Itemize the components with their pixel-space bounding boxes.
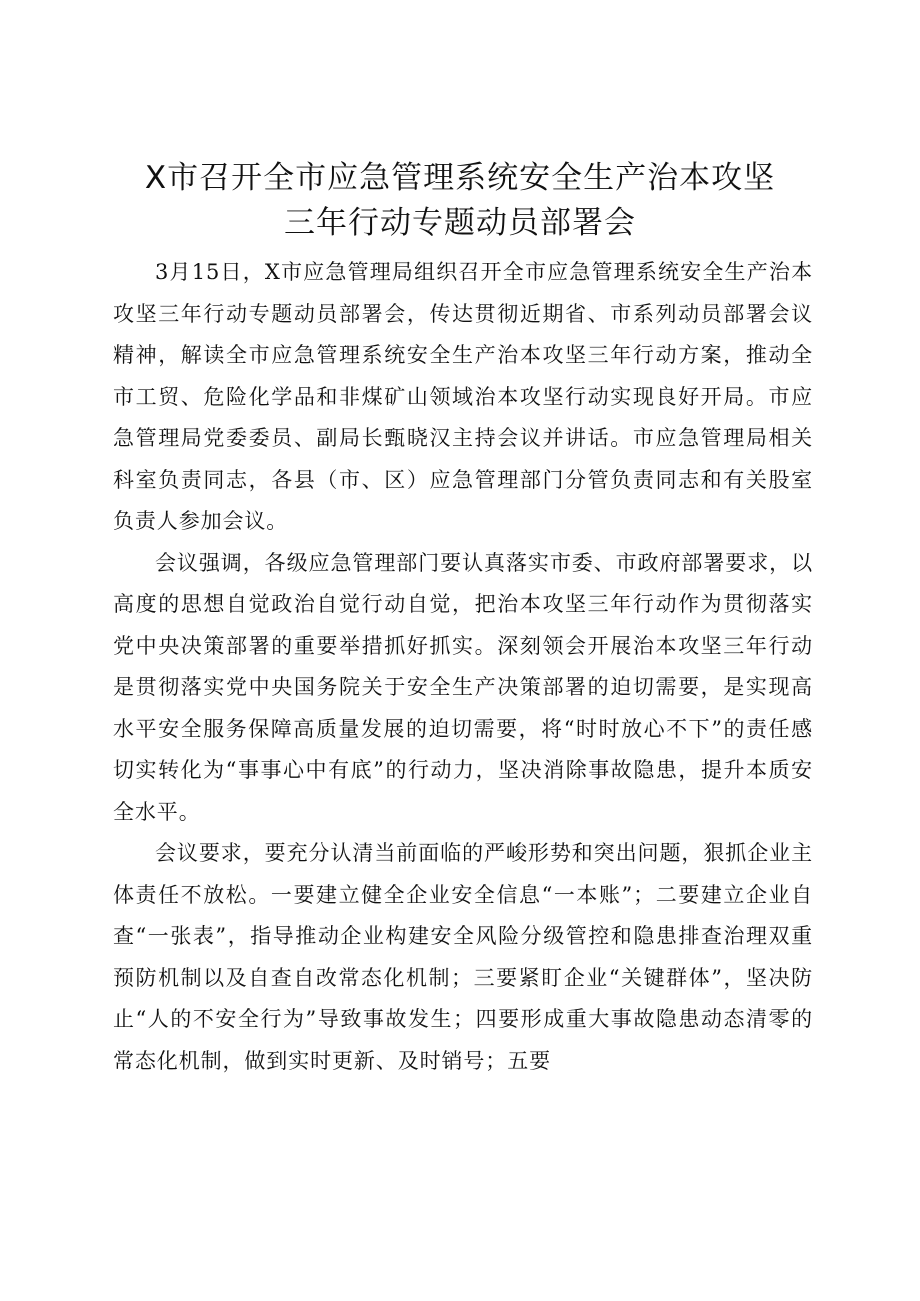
paragraph-3: 会议要求，要充分认清当前面临的严峻形势和突出问题，狠抓企业主体责任不放松。一要建立健全企业安全信息“一本账”；二要建立企业自查“一张表”，指导推动企业构建安全风险分级管控和隐患排查治理双重预防机制以及自查自改常态化机制；三要紧盯企业“关键群体”，坚决防止“人的不安全行为”导致事故发生；四要形成重大事故隐患动态清零的常态化机制，做到实时更新、及时销号；五要: [113, 841, 813, 1073]
paragraph-1: 3月15日，X市应急管理局组织召开全市应急管理系统安全生产治本攻坚三年行动专题动员部署会，传达贯彻近期省、市系列动员部署会议精神，解读全市应急管理系统安全生产治本攻坚三年行动方案，推动全市工贸、危险化学品和非煤矿山领域治本攻坚行动实现良好开局。市应急管理局党委委员、副局长甄晓汉主持会议并讲话。市应急管理局相关科室负责同志，各县（市、区）应急管理部门分管负责同志和有关股室负责人参加会议。: [113, 260, 813, 533]
document-body: [113, 252, 813, 1082]
document-title-line-1: X市召开全市应急管理系统安全生产治本攻坚: [144, 160, 776, 196]
document-title-line-2: 三年行动专题动员部署会: [284, 205, 636, 241]
paragraph-2: 会议强调，各级应急管理部门要认真落实市委、市政府部署要求，以高度的思想自觉政治自觉行动自觉，把治本攻坚三年行动作为贯彻落实党中央决策部署的重要举措抓好抓实。深刻领会开展治本攻坚三年行动是贯彻落实党中央国务院关于安全生产决策部署的迫切需要，是实现高水平安全服务保障高质量发展的迫切需要，将“时时放心不下”的责任感切实转化为“事事心中有底”的行动力，坚决消除事故隐患，提升本质安全水平。: [113, 550, 813, 824]
